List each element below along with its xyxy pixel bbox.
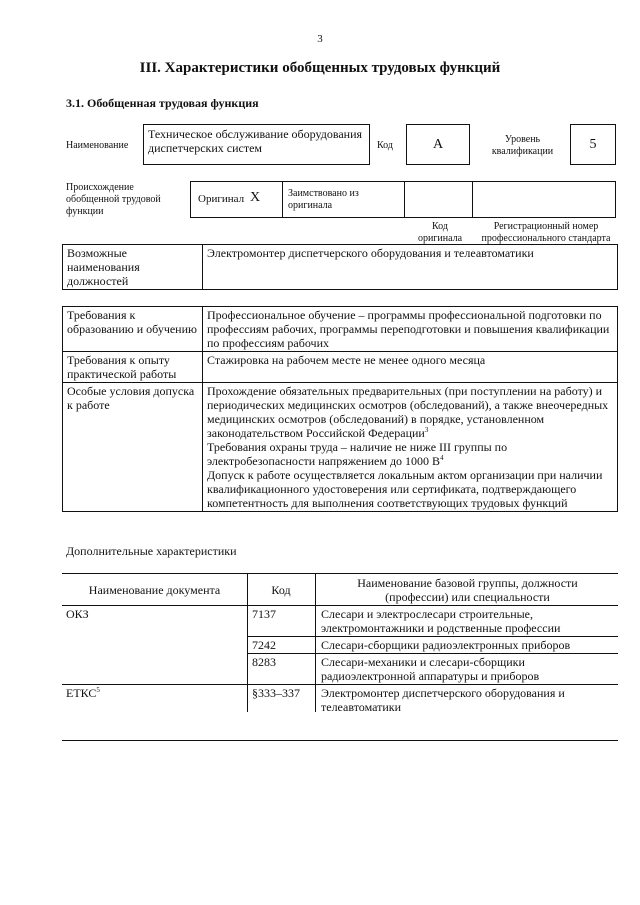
code-label: Код (377, 140, 393, 151)
col-doc-header: Наименование документа (88, 583, 221, 597)
okz-code-3: 8283 (252, 655, 276, 669)
level-box (570, 124, 616, 165)
function-name-box (143, 124, 370, 165)
original-mark: Х (250, 190, 261, 205)
okz-name-1: Слесари и электрослесари строительные, электромонтажники и родственные профессии (321, 607, 561, 635)
original-label: Оригинал (198, 193, 245, 205)
conditions-value (203, 383, 618, 512)
page-number: 3 (317, 33, 323, 45)
okz-name-2: Слесари-сборщики радиоэлектронных приборов (321, 638, 571, 652)
col-name-header: Наименование базовой группы, должности (профессии) или специальности (357, 576, 578, 604)
education-label: Требования к образованию и обучению (63, 307, 203, 352)
origin-label: Происхождение обобщенной трудовой функции (66, 182, 161, 217)
positions-value: Электромонтер диспетчерского оборудования и телеавтоматики (203, 245, 618, 290)
additional-title: Дополнительные характеристики (66, 544, 237, 558)
reg-number-caption: Регистрационный номер профессионального стандарта (481, 221, 611, 244)
code-value: А (432, 136, 444, 152)
experience-label: Требования к опыту практической работы (63, 352, 203, 383)
borrowed-label: Заимствовано из оригинала (288, 188, 359, 211)
positions-table (62, 244, 618, 290)
code-box (406, 124, 470, 165)
etks-name: Электромонтер диспетчерского оборудования и телеавтоматики (321, 686, 565, 714)
footnote-4: 4 (440, 454, 444, 462)
section-title: III. Характеристики обобщенных трудовых функций (139, 60, 501, 76)
conditions-p1: Прохождение обязательных предварительных (при поступлении на работу) и периодических медицинских осмотров (обследований), а также внеочередных медицинских осмотров (обследований) в порядке, установленном законодательством Российской Федерации (207, 384, 609, 440)
level-value: 5 (589, 136, 597, 152)
footnote-3: 3 (424, 426, 429, 434)
conditions-label: Особые условия допуска к работе (63, 383, 203, 512)
conditions-p3: Допуск к работе осуществляется локальным актом организации при наличии квалификационного удостоверения или сертификата, подтверждающего компетентность для выполнения соответствующих трудовых функций (207, 468, 603, 510)
footnote-5: 5 (96, 686, 100, 694)
conditions-p2: Требования охраны труда – наличие не ниже III группы по электробезопасности напряжением до 1000 В (207, 440, 508, 468)
experience-value: Стажировка на рабочем месте не менее одного месяца (203, 352, 618, 383)
okz-code-1: 7137 (252, 607, 276, 621)
etks-label-wrap (66, 686, 100, 700)
code-original-caption: Код оригинала (417, 221, 463, 244)
subsection-title: 3.1. Обобщенная трудовая функция (66, 96, 259, 110)
positions-label: Возможные наименования должностей (63, 245, 203, 290)
okz-code-2: 7242 (252, 638, 276, 652)
requirements-table (62, 306, 618, 512)
etks-label: ЕТКС (66, 686, 97, 700)
level-label: Уровень квалификации (491, 134, 554, 157)
okz-label: ОКЗ (66, 607, 89, 621)
name-label: Наименование (66, 140, 129, 151)
col-code-header: Код (271, 583, 291, 597)
etks-code: §333–337 (252, 686, 300, 700)
okz-name-3: Слесари-механики и слесари-сборщики радиоэлектронной аппаратуры и приборов (321, 655, 540, 683)
education-value: Профессиональное обучение – программы профессиональной подготовки по профессиям рабочих, программы переподготовки и повышения квалификации по профессиям рабочих (203, 307, 618, 352)
function-name-value: Техническое обслуживание оборудования диспетчерских систем (148, 127, 363, 155)
